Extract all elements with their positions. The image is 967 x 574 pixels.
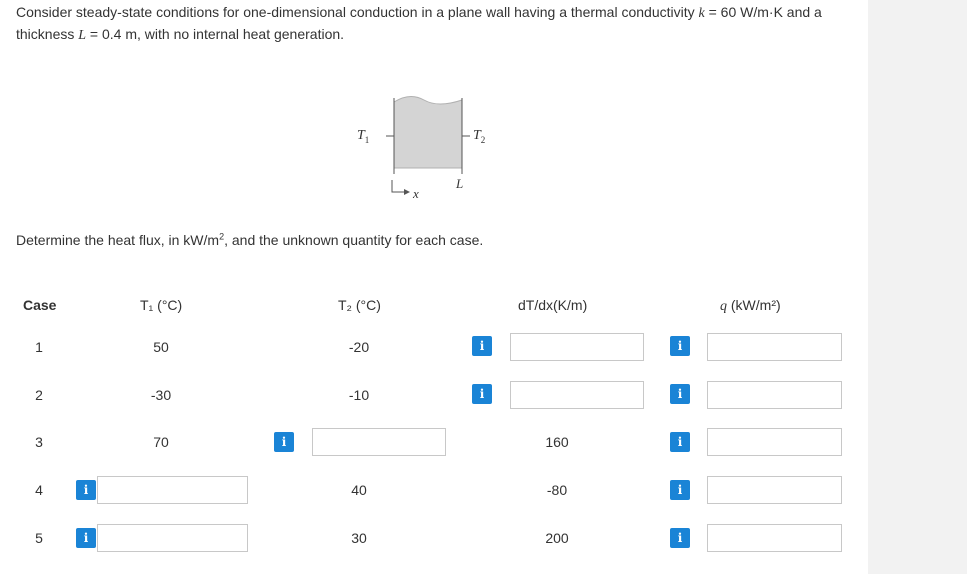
t2-label: $T_2$: [473, 128, 486, 145]
problem-statement: [16, 2, 856, 46]
L-variable: L: [78, 28, 87, 43]
wall-body: [394, 96, 462, 168]
t1-value: 70: [153, 434, 169, 450]
x-label: x: [413, 186, 419, 201]
dtdx-input-case-2[interactable]: [510, 381, 644, 409]
t2-value: 40: [351, 482, 367, 498]
dtdx-input-case-1[interactable]: [510, 333, 644, 361]
info-icon[interactable]: i: [670, 336, 690, 356]
header-t2: T₂ (°C): [338, 297, 381, 313]
intro-text: Consider steady-state conditions for one-dimensional conduction in a plane wall having a thermal conductivity: [16, 4, 699, 20]
case-number: 3: [35, 434, 43, 450]
right-side-panel: [868, 0, 967, 574]
qx-input-case-2[interactable]: [707, 381, 842, 409]
x-axis: [392, 180, 406, 192]
t2-value: -20: [348, 339, 370, 355]
plane-wall-svg: [330, 88, 510, 208]
t2-value: 30: [351, 530, 367, 546]
info-icon[interactable]: i: [76, 480, 96, 500]
info-icon[interactable]: i: [472, 336, 492, 356]
header-t1: T₁ (°C): [140, 297, 183, 313]
intro-text: thickness: [16, 26, 79, 42]
t2-value: -10: [348, 387, 370, 403]
t1-input-case-4[interactable]: [97, 476, 248, 504]
qx-input-case-5[interactable]: [707, 524, 842, 552]
t1-value: -30: [150, 387, 172, 403]
case-number: 1: [35, 339, 43, 355]
qx-input-case-3[interactable]: [707, 428, 842, 456]
info-icon[interactable]: i: [670, 432, 690, 452]
case-number: 2: [35, 387, 43, 403]
info-icon[interactable]: i: [670, 384, 690, 404]
dtdx-value: 160: [545, 434, 569, 450]
info-icon[interactable]: i: [670, 480, 690, 500]
info-icon[interactable]: i: [76, 528, 96, 548]
case-number: 5: [35, 530, 43, 546]
intro-text: = 0.4 m, with no internal heat generation.: [86, 26, 345, 42]
instruction: Determine the heat flux, in $kW/m^2$, and the unknown quantity for each case.: [16, 231, 484, 248]
header-case: Case: [23, 297, 57, 313]
t2-input-case-3[interactable]: [312, 428, 446, 456]
dtdx-value: -80: [546, 482, 568, 498]
intro-text: = 60 W/m·K and a: [704, 4, 822, 20]
plane-wall-diagram: [330, 88, 510, 208]
k-variable: k: [698, 6, 705, 21]
qx-input-case-1[interactable]: [707, 333, 842, 361]
header-dtdx: dT/dx(K/m): [518, 297, 588, 313]
qx-input-case-4[interactable]: [707, 476, 842, 504]
info-icon[interactable]: i: [472, 384, 492, 404]
t1-input-case-5[interactable]: [97, 524, 248, 552]
l-label: L: [456, 176, 464, 191]
t1-label: $T_1$: [357, 128, 370, 145]
x-arrowhead: [404, 189, 410, 195]
info-icon[interactable]: i: [274, 432, 294, 452]
case-number: 4: [35, 482, 43, 498]
dtdx-value: 200: [545, 530, 569, 546]
info-icon[interactable]: i: [670, 528, 690, 548]
t1-value: 50: [153, 339, 169, 355]
header-qx: q (kW/m²): [720, 297, 781, 314]
